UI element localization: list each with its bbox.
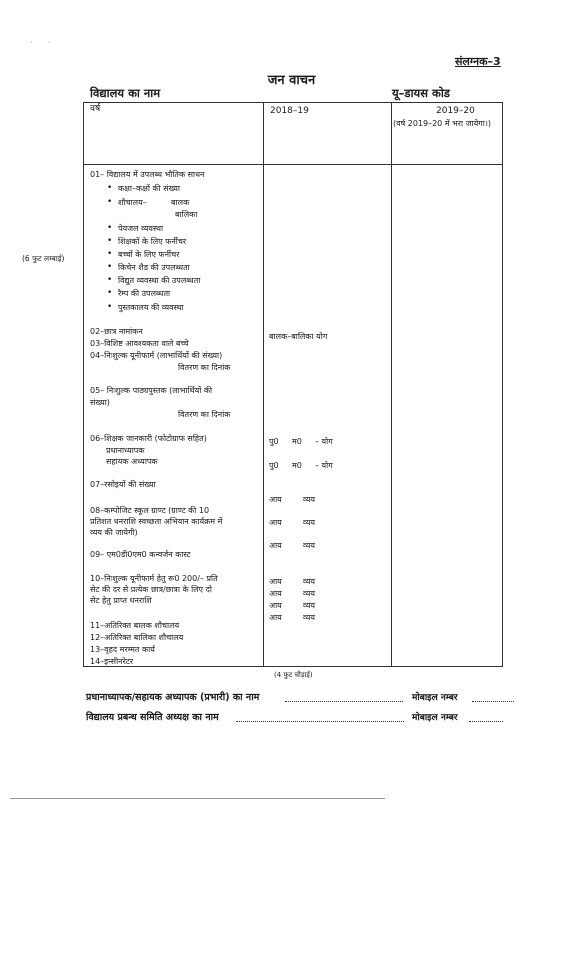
row-06-male: पु0 xyxy=(269,461,279,470)
page-bottom-rule xyxy=(10,798,385,799)
expense-label: व्यय xyxy=(303,589,316,598)
row-04-date: वितरण का दिनांक xyxy=(178,363,231,372)
expense-label: व्यय xyxy=(303,577,316,586)
committee-president-label: विद्यालय प्रबन्ध समिति अध्यक्ष का नाम xyxy=(86,712,219,723)
row-10-cont: सेट की दर से प्रत्येक छात्र/छात्रा के लिए दो xyxy=(90,585,212,594)
row-06-total: – योग xyxy=(315,461,333,470)
annexure-label: संलग्नक–3 xyxy=(455,55,501,68)
expense-label: व्यय xyxy=(303,518,316,527)
row-03-cwsn: 03–विशिष्ट आवश्यकता वाले बच्चे xyxy=(90,339,189,348)
row-02-value: बालक–बालिका योग xyxy=(269,332,328,341)
list-item: • विद्युत व्यवस्था की उपलब्धता xyxy=(118,275,200,286)
income-label: आय xyxy=(269,495,282,504)
income-label: आय xyxy=(269,577,282,586)
list-item: • पेयजल व्यवस्था xyxy=(118,223,163,234)
list-item: • पुस्तकालय की व्यवस्था xyxy=(118,302,184,313)
expense-label: व्यय xyxy=(303,613,316,622)
income-label: आय xyxy=(269,518,282,527)
income-label: आय xyxy=(269,541,282,550)
expense-label: व्यय xyxy=(303,601,316,610)
row-08-cont: व्यय की जायेगी) xyxy=(90,528,138,537)
row-06-teachers: 06–शिक्षक जानकारी (फोटोग्राफ सहित) xyxy=(90,434,207,443)
header-2019-20: 2019–20 xyxy=(436,106,475,116)
row-04-uniform: 04–निःशुल्क यूनीफार्म (लाभार्थियों की संख्या) xyxy=(90,351,223,360)
row-12-girls-toilet: 12–अतिरिक्त बालिका शौचालय xyxy=(90,633,184,642)
row-05-date: वितरण का दिनांक xyxy=(178,410,231,419)
expense-label: व्यय xyxy=(303,541,316,550)
height-dimension-note: (6 फुट लम्बाई) xyxy=(22,254,65,263)
header-row-divider xyxy=(84,164,502,165)
section-01-title: 01– विद्यालय में उपलब्ध भौतिक साधन xyxy=(90,170,205,179)
row-05-textbook: 05– निःशुल्क पाठ्यपुस्तक (लाभार्थियों की xyxy=(90,386,213,395)
page-title: जन वाचन xyxy=(267,73,316,88)
row-11-boys-toilet: 11–अतिरिक्त बालक शौचालय xyxy=(90,621,180,630)
width-dimension-note: (4 फुट चौड़ाई) xyxy=(274,671,313,679)
row-06-asst-teacher: सहायक अध्यापक xyxy=(106,457,158,466)
public-disclosure-table xyxy=(83,102,503,667)
list-item: • शौचालय– xyxy=(118,197,147,208)
mobile-number-label: मोबाइल नम्बर xyxy=(412,713,458,723)
row-05-textbook-cont: संख्या) xyxy=(90,398,110,407)
row-06-female: म0 xyxy=(292,437,302,446)
school-name-label: विद्यालय का नाम xyxy=(90,86,161,100)
row-09-mdm-conversion: 09– एम0डी0एम0 कन्वर्जन कास्ट xyxy=(90,550,191,559)
principal-name-line xyxy=(285,701,403,702)
toilet-girls: बालिका xyxy=(175,210,198,219)
income-label: आय xyxy=(269,613,282,622)
mobile-number-line xyxy=(472,701,514,702)
scan-speck: · · xyxy=(30,38,51,47)
expense-label: व्यय xyxy=(303,495,316,504)
income-label: आय xyxy=(269,601,282,610)
row-08-composite-grant: 08–कम्पोजिट स्कूल ग्राण्ट (ग्राण्ट की 10 xyxy=(90,506,210,515)
udise-code-label: यू–डायस कोड xyxy=(392,86,450,100)
row-14-incinerator: 14–इन्सीनरेटर xyxy=(90,657,134,666)
row-02-enrolment: 02–छात्र नामांकन xyxy=(90,327,143,336)
mobile-number-label: मोबाइल नम्बर xyxy=(412,693,458,703)
row-06-male: पु0 xyxy=(269,437,279,446)
committee-president-line xyxy=(236,721,404,722)
column-divider xyxy=(391,103,392,666)
list-item: • कक्षा–कक्षों की संख्या xyxy=(118,183,180,194)
mobile-number-line xyxy=(469,721,503,722)
list-item: • रैम्प की उपलब्धता xyxy=(118,288,170,299)
row-06-total: – योग xyxy=(315,437,333,446)
toilet-boys: बालक xyxy=(171,198,190,207)
principal-name-label: प्रधानाध्यापक/सहायक अध्यापक (प्रभारी) का नाम xyxy=(86,692,260,703)
row-10-cont: सेट हेतु प्राप्त धनराशि xyxy=(90,596,152,605)
list-item: • किचेन शैड की उपलब्धता xyxy=(118,262,190,273)
header-2019-20-note: (वर्ष 2019–20 में भरा जायेगा।) xyxy=(393,119,492,128)
row-06-head-teacher: प्रधानाध्यापक xyxy=(106,446,145,455)
row-10-uniform-amount: 10–निःशुल्क यूनीफार्म हेतु रू0 200/– प्रति xyxy=(90,574,218,583)
row-13-major-repair: 13–वृहद मरम्मत कार्य xyxy=(90,645,155,654)
row-07-cooks: 07–रसोइयों की संख्या xyxy=(90,480,156,489)
header-year: वर्ष xyxy=(90,104,101,114)
list-item: • शिक्षकों के लिए फर्नीचर xyxy=(118,236,186,247)
row-08-cont: प्रतिशत धनराशि स्वच्छता अभियान कार्यक्रम में xyxy=(90,517,223,526)
list-item: • बच्चों के लिए फर्नीचर xyxy=(118,249,179,260)
row-06-female: म0 xyxy=(292,461,302,470)
header-2018-19: 2018–19 xyxy=(270,106,309,116)
income-label: आय xyxy=(269,589,282,598)
column-divider xyxy=(263,103,264,666)
